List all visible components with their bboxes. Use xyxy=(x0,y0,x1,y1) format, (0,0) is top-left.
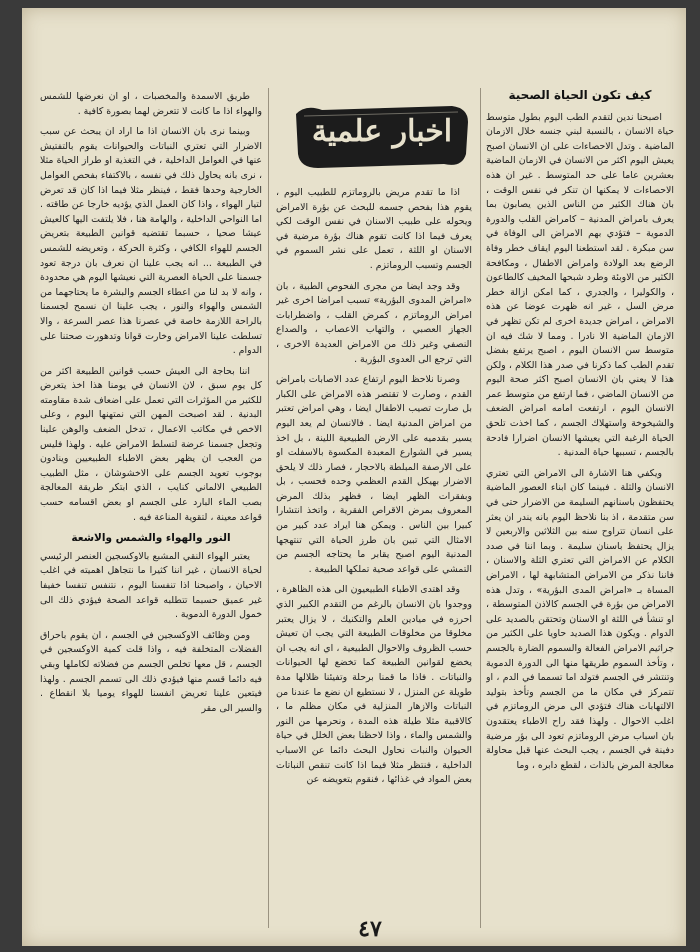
paragraph: وصرنا نلاحظ اليوم ارتفاع عدد الاصابات بامراض القدم ، وصارت لا تقتصر هذه الامراض على الكبار بل صارت تصيب الاطفال ايضا ، وهي امراض تعتبر من امراض المدنية ايضا . فالانسان لم يعد اليوم يسير بقدميه على الارض الطبيعية اللينة ، بل اخذ يسير في الشوارع المعبدة المكسوة بالاسفلت او على الارصفة المبلطة بالاحجار ، فصار ذلك لا يلحق الاضرار بهيكل القدم العظمي وحده فحسب ، بل وبفقرات الظهر ايضا ، فظهر بذلك المرض المعروف بمرض الاقراص الفقرية ، واتخذ انتشارا كبيرا بين الناس . ويمكن هنا ايراد عدد كبير من الامثال التي تبين بان طرز الحياة التي تنتهجها المدنية اليوم اصبح يقابر ما يحتاجه الجسم من التمشي على قواعد صحية تملكها الطبيعة . xyxy=(276,374,472,575)
paragraph: وبينما نرى بان الانسان اذا ما اراد ان يبحث عن سبب الاضرار التي تعتري النباتات والحيوانات يقوم بالتفتيش عنها في العوامل الداخلية ، في التغذية او طراز الحياة مثلا ، نرى بانه يحاول ذلك في نفسه ، بالاكتفاء بفحص العوامل الخارجية وحدها فقط ، فينظر مثلا فيما اذا كان قد تعرض لتيار الهواء ، واذا كان العمل الذي يؤديه خارجا عن طاقته . اما النواحي الداخلية ، والهامة هنا ، فلا يلتفت اليها كالعيش عيشا صحيا ، حسبما تقتضيه قوانين الطبيعة بتعريض الجسم للهواء الكافي ، وكثرة الحركة ، وتعريضه للشمس في الطبيعة ... انه يجب علينا ان نعرف بان درجة تعود جسمنا على الحياة العصرية التي نعيشها اليوم هي محدودة ، وانه لا بد لنا من اعطاء الجسم والبشرة ما يحتاجهما من الشمس والهواء والنور ، يجب علينا ان نسمح لجسمنا بالراحة اللازمة خاصة في عصرنا هذا عصر السرعة ، والا تسلطت علينا الامراض وخارت قوانا وتدهورت صحتنا على الدوام . xyxy=(40,126,262,357)
column-divider-right xyxy=(480,88,481,928)
banner-title: اخبار علمية xyxy=(311,114,453,149)
paragraph: طريق الاسمدة والمخصبات ، او ان نعرضها للشمس والهواء اذا ما كانت لا تتعرض لهما بصورة كافية . xyxy=(40,91,262,117)
paragraph: اصبحنا ندين لتقدم الطب اليوم بطول متوسط حياة الانسان ، بالنسبة لبني جنسه خلال الازمان الماضية . وتدل الاحصاءات على ان الانسان اصبح يعيش اليوم اكثر من الانسان في الازمان الماضية بعشرين عاما على حد المتوسط . غير ان هذه الاحصاءات لا يمكنها ان تنكر في نفس الوقت ، بان هناك الكثير من الناس الذين يصابون بما يعرف بامراض المدنية – كامراض القلب والدورة الدموية – فتؤدي بهم الامراض الى الوفاة في سن مبكرة . لقد استطعنا اليوم ايقاف خطر وفاة الرضع بعد الولادة وامراض الاطفال ، ومكافحة الكثير من الاوبئة وطرد شبحها المخيف كالطاعون ، والكوليرا ، والجدري ، كما امكن ازالة خطر مرض السل ، غير انه ظهرت عوضا عن هذه الامراض ، امراض جديدة اخرى لم تكن تظهر في الازمان الماضية الا نادرا . ومما لا شك فيه ان متوسط سن الانسان اليوم ، اصبح يرتفع بفضل تقدم الطب كما ذكرنا في صدر هذا الكلام ، ولكن هذا لا يعني بان الانسان اصبح اكثر صحة اليوم من الانسان الماضي ، فما ارتفع من متوسط عمر الانسان اليوم ، ارتفعت امامه امراض الضعف والشيخوخة واستهلاك الجسم ، كما اخذت تلحق الحياة الرغبة التي يعيشها الانسان اضرارا فادحة بالجسم ، تسببها حياة المدنية . xyxy=(486,111,674,459)
paragraph: وقد اهتدى الاطباء الطبيعيون الى هذه الظاهرة ، ووجدوا بان الانسان بالرغم من التقدم الكبير الذي احرزه في ميادين العلم والتكنيك ، لا يزال يعتبر مخلوقا من مخلوقات الطبيعة التي يجب ان تعيش حسب الظروف والاحوال الطبيعية ، اي انه يجب ان يخضع لقوانين الطبيعة كما تخضع لها الحيوانات والنباتات . فاذا ما قمنا برحلة وتفيئنا ظلالها مدة طويلة عن المنزل ، لا نستطيع ان نضع ما عندنا من النباتات والازهار المنزلية في مكان مظلم ما ، كالاقبية مثلا طيلة هذه المدة ، ونحرمها من النور والشمس والماء ، واذا لاحظنا بعض الخلل في حياة الحيوان والنبات نحاول البحث دائما عن الاسباب الداخلية ، فنتظر مثلا فيما اذا كانت تنقص النباتات بعض المواد في غذائها ، فنقوم بتعويضه عن xyxy=(276,584,472,786)
paragraph: اننا بحاجة الى العيش حسب قوانين الطبيعة اكثر من كل يوم سبق ، لان الانسان في يومنا هذا اخذ يتعرض للكثير من المؤثرات التي تعمل على اضعاف شدة مقاومته البدنية . لقد اصبحت المهن التي نمتهنها اليوم ، وعلى الاخص في مكاتب الاعمال ، تدخل الضعف والوهن علينا وتجعل جسمنا عرضة لتسلط الامراض عليه . ولهذا فليس من العجب ان يظهر بعض الاطباء الطبيعيين وينادون بوجوب تعويد الجسم على الاخشوشان ، مثل الطبيب الطبيعي الالماني كنايب ، الذي ابتكر طريقة المعالجة بصب الماء البارد على الجسم او بعض اقسامه حسب قواعد معينة ، لتقوية المناعة فيه . xyxy=(40,365,262,523)
right-column xyxy=(486,88,674,908)
paragraph: وقد وجد ايضا من مجرى الفحوص الطبية ، بان «امراض المدوى البؤرية» تسبب امراضا اخرى غير امراض الروماتزم ، كمرض القلب ، واضطرابات الجهاز العصبي ، والتهاب الاعصاب ، والصداع النصفي وغير ذلك من الامراض العديدة الاخرى ، التي ترجع الى العدوى البؤرية . xyxy=(276,280,472,365)
middle-column xyxy=(276,186,472,908)
column-divider-left xyxy=(268,88,269,928)
magazine-page xyxy=(22,8,686,946)
page-number: ٤٧ xyxy=(358,916,382,942)
paragraph: يعتبر الهواء النقي المشبع بالاوكسجين العنصر الرئيسي لحياة الانسان ، غير اننا كثيرا ما نتجاهل اهميته في اغلب الاحيان ، واصبحنا اذا تنفسنا اليوم ، نتنفس تنفسا خفيفا غير عميق حسبما تتطلبه قواعد الصحة فيؤدي ذلك الى خمول الدورة الدموية . xyxy=(40,550,262,621)
section-heading: النور والهواء والشمس والاشعة xyxy=(71,532,231,545)
paragraph: اذا ما تقدم مريض بالروماتزم للطبيب اليوم ، يقوم هذا بفحص جسمه للبحث عن بؤرة الامراض ويحوله على طبيب الاسنان في نفس الوقت لكي يعرف فيما اذا كانت تقوم هناك بؤرة مرضية في الاسنان او اللثة ، تعمل على نشر السموم في الجسم وتسبب الروماتزم . xyxy=(276,187,472,271)
article-heading: كيف تكون الحياة الصحية xyxy=(508,88,652,102)
paragraph: ويكفي هنا الاشارة الى الامراض التي تعتري الانسان والثلة . فبينما كان ابناء العصور الماضية يحتفظون باسنانهم السليمة من الاضرار حتى في سن متقدمة ، اذ بنا نلاحظ اليوم بانه يندر ان يعثر على انسان تتراوح سنه بين الثلاثين والاربعين لا يزال يحتفظ باسنان سليمة . وبما اننا في صدد الكلام عن الامراض التي تعتري الثلة والاسنان ، فاننا نذكر من الامراض المتشابهة لها ، الامراض المساة بـ «امراض المدى البؤرية» ، وتدل هذه الامراض من بؤرة في الجسم كالاذن المتوسطة ، او تنشأ في اللثة او الاسنان وتحتقن بالصديد على الدوام . ويكون هذا الصديد حاويا على الكثير من جراثيم الامراض الفعالة والسموم الضارة بالجسم ، وتأخذ السموم طريقها منها الى الدورة الدموية وتنتشر في الجسم فتولد اما تسمما في الدم ، او تتمركز في مكان ما من الجسم وتأخذ بتوليد الالتهابات هناك فتؤدي الى مرض الروماتزم في اغلب الاحوال . ولهذا فقد راح الاطباء يعتقدون بان اسباب مرض الروماتزم تعود الى بؤر مرضية دفينة في الجسم ، يجب البحث عنها قبل محاولة معالجة المرض بالذات ، لقطع دابره ، وما xyxy=(486,467,674,771)
left-column xyxy=(40,90,262,908)
paragraph: ومن وظائف الاوكسجين في الجسم ، ان يقوم باحراق الفضلات المتخلفة فيه ، واذا قلت كمية الاوكسجين في الجسم ، قل معها تخلص الجسم من فضلاته لكاملها وبقي فيه دائما قسم منها فيؤدي ذلك الى تسمم الجسم . ولهذا فيتعين علينا تعريض انفسنا للهواء يوميا بلا انقطاع . والسير الى مقر xyxy=(40,629,262,714)
section-banner xyxy=(292,100,472,172)
